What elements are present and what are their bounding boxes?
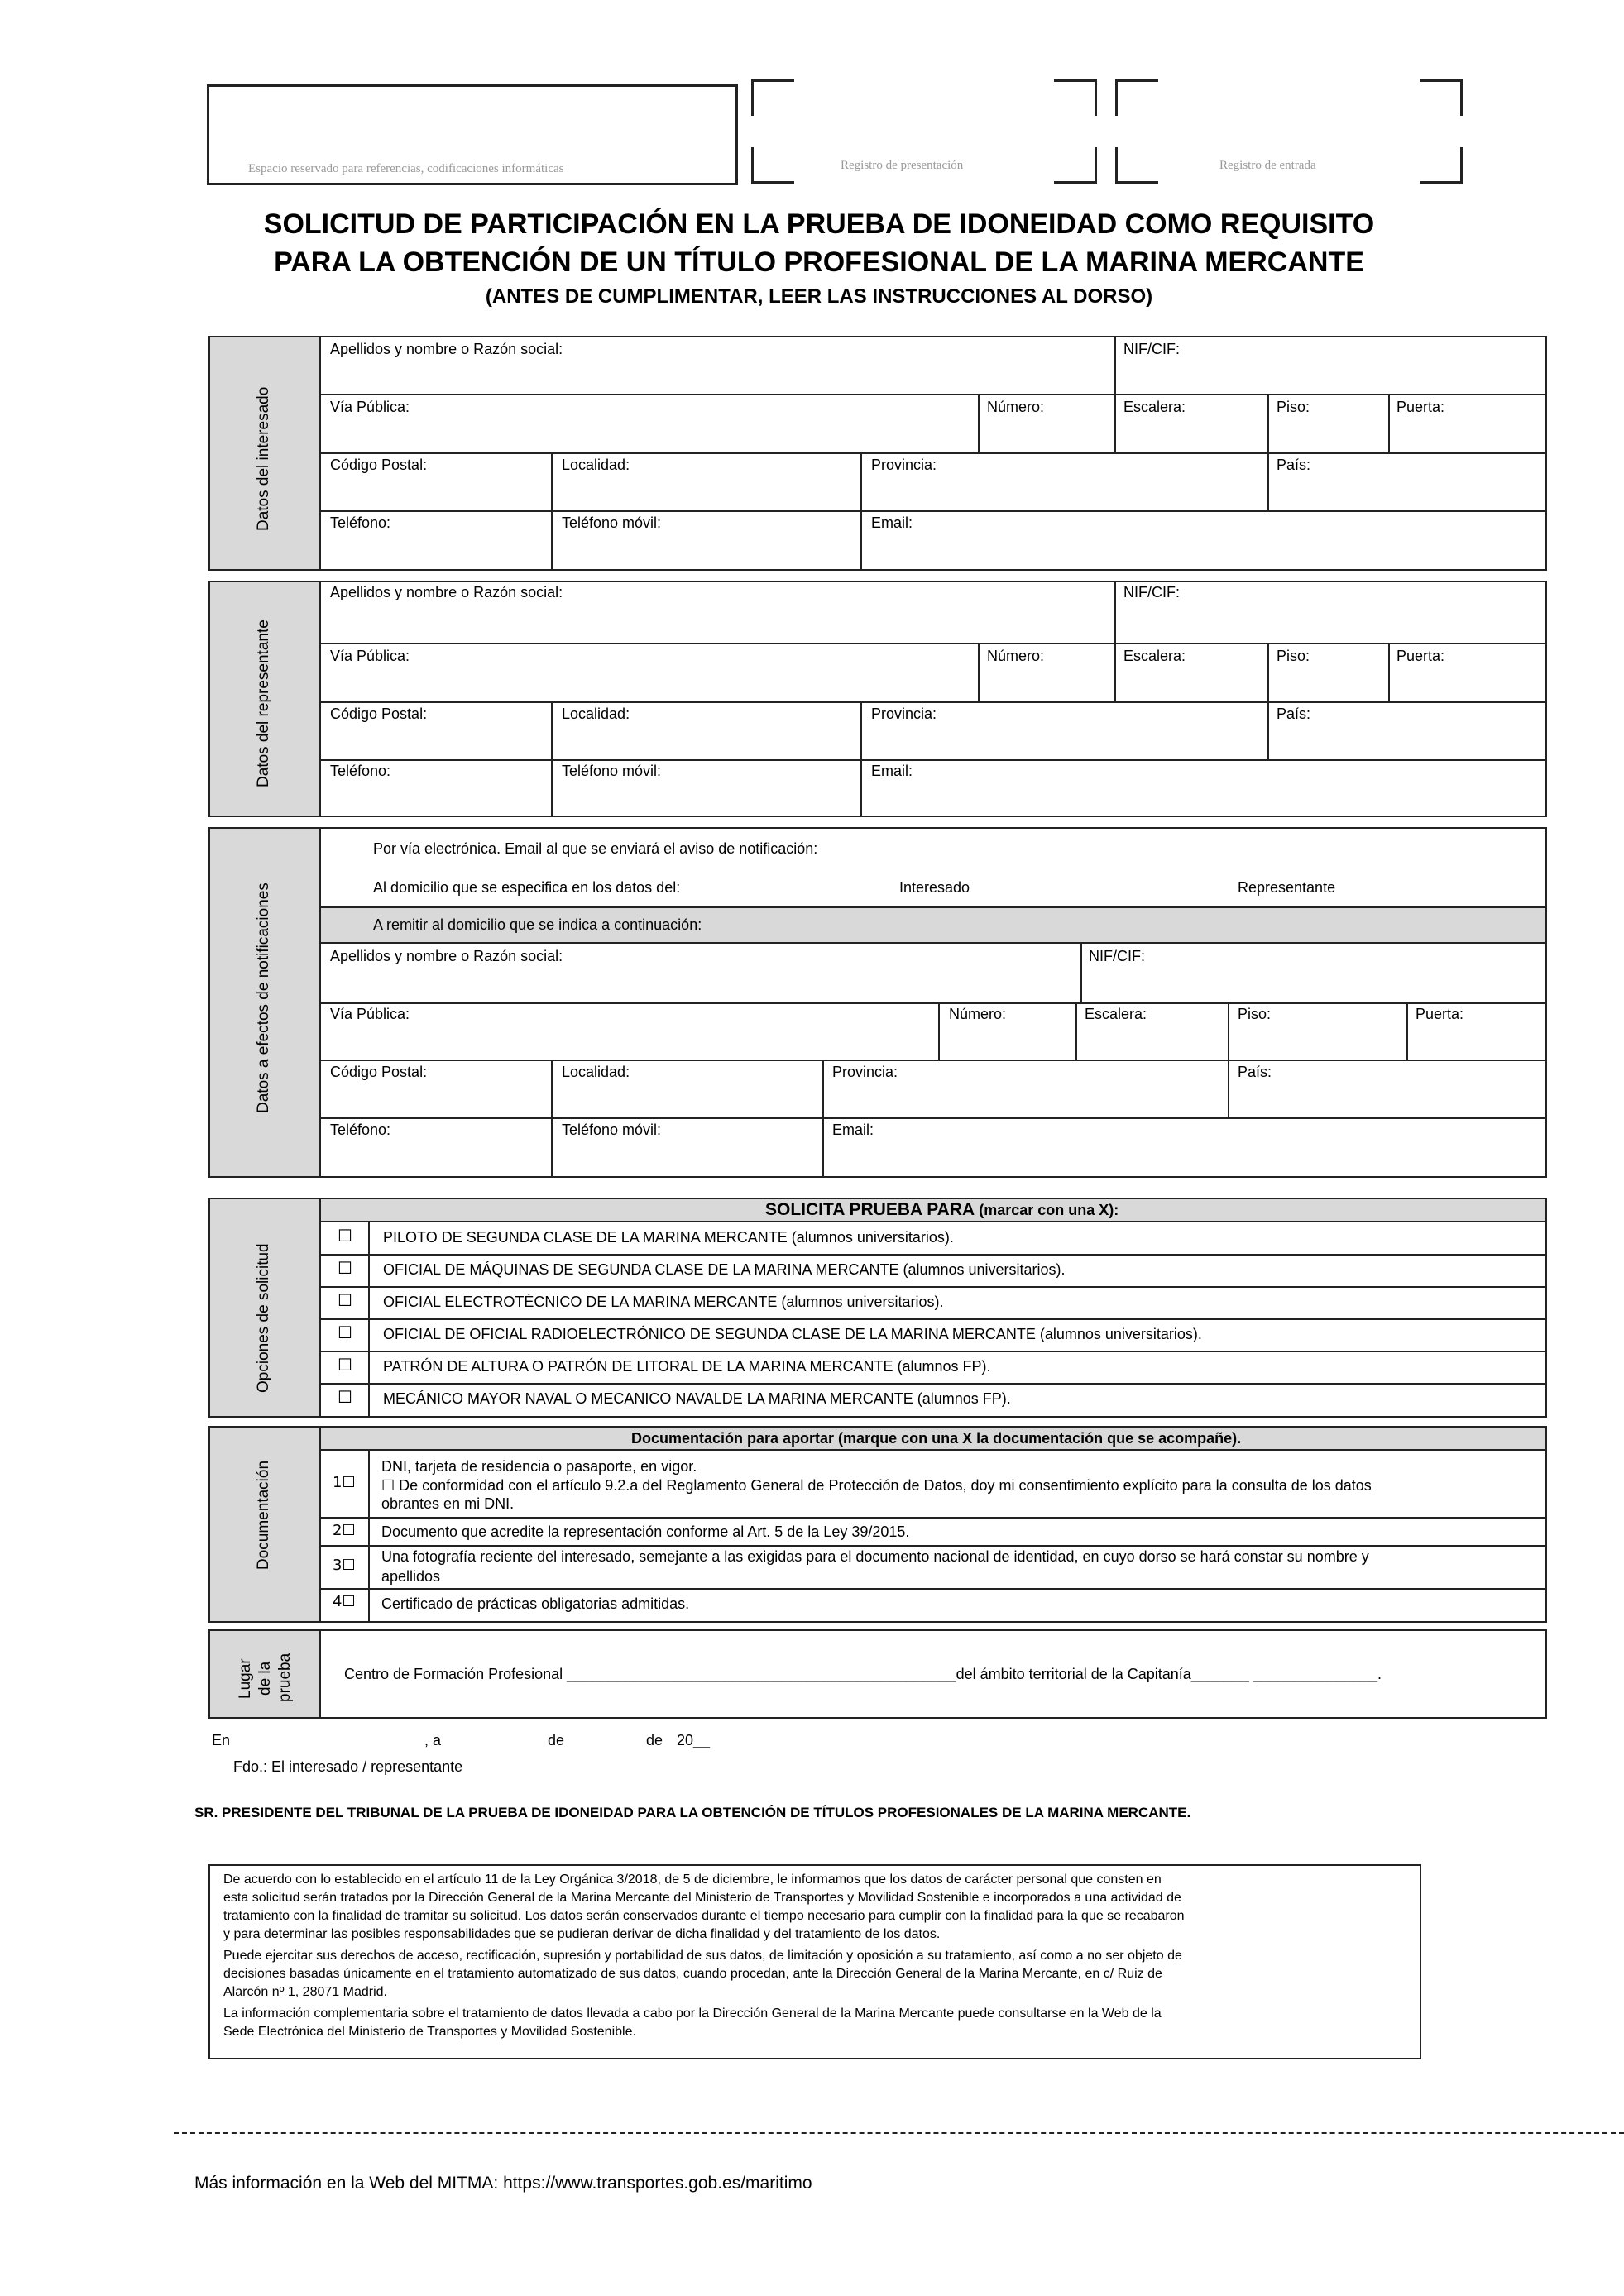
- field-escalera[interactable]: Escalera:: [1123, 648, 1186, 664]
- col-divider: [1114, 394, 1116, 452]
- doc-item-line: ☐ De conformidad con el artículo 9.2.a del Reglamento General de Protección de Datos, doy mi consentimiento explícito para la consulta de los datos: [381, 1477, 1372, 1494]
- field-provincia[interactable]: Provincia:: [871, 706, 937, 722]
- col-divider: [978, 643, 980, 701]
- corner-mark: [1054, 147, 1097, 184]
- col-divider: [938, 1002, 940, 1060]
- sidebar-documentacion-label: Documentación: [255, 1460, 272, 1570]
- documents-header-text: Documentación para aportar (marque con una X la documentación que se acompañe).: [631, 1430, 1242, 1447]
- col-divider: [1114, 581, 1116, 643]
- field-via[interactable]: Vía Pública:: [330, 1006, 410, 1022]
- field-movil[interactable]: Teléfono móvil:: [562, 763, 662, 779]
- corner-mark: [751, 79, 794, 116]
- row-divider: [319, 1588, 1547, 1590]
- row-divider: [319, 1254, 1547, 1256]
- col-divider: [368, 1222, 370, 1418]
- field-localidad[interactable]: Localidad:: [562, 706, 630, 722]
- firma-year[interactable]: 20__: [677, 1732, 711, 1748]
- field-movil[interactable]: Teléfono móvil:: [562, 514, 662, 531]
- field-email[interactable]: Email:: [871, 763, 913, 779]
- privacy-line: Alarcón nº 1, 28071 Madrid.: [223, 1985, 387, 1999]
- firma-a: , a: [424, 1732, 442, 1748]
- corner-mark: [1420, 79, 1463, 116]
- row-divider: [319, 701, 1547, 703]
- option-representante[interactable]: Representante: [1238, 879, 1336, 896]
- field-cp[interactable]: Código Postal:: [330, 1064, 428, 1080]
- option-item: PILOTO DE SEGUNDA CLASE DE LA MARINA MERCANTE (alumnos universitarios).: [383, 1229, 954, 1246]
- row-divider: [319, 1002, 1547, 1004]
- col-divider: [822, 1060, 824, 1178]
- option-remitir[interactable]: A remitir al domicilio que se indica a continuación:: [373, 916, 702, 933]
- field-pais[interactable]: País:: [1277, 457, 1311, 473]
- doc-item-line: Una fotografía reciente del interesado, semejante a las exigidas para el documento nacional de identidad, en cuyo dorso se hará constar su nombre y: [381, 1548, 1369, 1565]
- form-title-line1: SOLICITUD DE PARTICIPACIÓN EN LA PRUEBA DE IDONEIDAD COMO REQUISITO: [263, 208, 1375, 240]
- col-divider: [551, 701, 553, 817]
- row-divider: [319, 1286, 1547, 1288]
- sidebar-representante-label: Datos del representante: [255, 619, 272, 787]
- field-movil[interactable]: Teléfono móvil:: [562, 1122, 662, 1138]
- option-item: OFICIAL DE OFICIAL RADIOELECTRÓNICO DE SEGUNDA CLASE DE LA MARINA MERCANTE (alumnos universitarios).: [383, 1326, 1202, 1342]
- field-localidad[interactable]: Localidad:: [562, 1064, 630, 1080]
- row-divider: [319, 1060, 1547, 1061]
- option-checkbox[interactable]: ☐: [338, 1387, 352, 1407]
- corner-mark: [1115, 79, 1158, 116]
- col-divider: [551, 1060, 553, 1178]
- field-puerta[interactable]: Puerta:: [1396, 648, 1445, 664]
- firma-en: En: [212, 1732, 231, 1748]
- field-escalera[interactable]: Escalera:: [1085, 1006, 1147, 1022]
- form-title-line2: PARA LA OBTENCIÓN DE UN TÍTULO PROFESIONAL DE LA MARINA MERCANTE: [274, 246, 1364, 278]
- privacy-line: Sede Electrónica del Ministerio de Transportes y Movilidad Sostenible.: [223, 2025, 636, 2039]
- row-divider: [319, 452, 1547, 454]
- privacy-line: De acuerdo con lo establecido en el artículo 11 de la Ley Orgánica 3/2018, de 5 de diciembre, le informamos que los datos de carácter personal que consten en: [223, 1873, 1162, 1887]
- row-divider: [319, 510, 1547, 512]
- field-nif[interactable]: NIF/CIF:: [1123, 341, 1180, 357]
- col-divider: [1406, 1002, 1408, 1060]
- privacy-line: y para determinar las posibles responsabilidades que se pudieran derivar de dicha finalidad y del tratamiento de los datos.: [223, 1927, 941, 1941]
- row-divider: [319, 1517, 1547, 1519]
- privacy-line: esta solicitud serán tratados por la Dirección General de la Marina Mercante del Ministerio de Transportes y Movilidad Sostenible e incorporados a una actividad de: [223, 1891, 1181, 1905]
- field-email[interactable]: Email:: [871, 514, 913, 531]
- doc-checkbox[interactable]: 3☐: [333, 1557, 356, 1574]
- option-electronica[interactable]: Por vía electrónica. Email al que se enviará el aviso de notificación:: [373, 840, 818, 857]
- row-divider: [319, 759, 1547, 761]
- field-numero[interactable]: Número:: [987, 648, 1045, 664]
- row-divider: [319, 643, 1547, 644]
- registro-entrada-caption: Registro de entrada: [1219, 159, 1316, 172]
- firma-de2: de: [646, 1732, 663, 1748]
- sidebar-notificaciones-label: Datos a efectos de notificaciones: [255, 883, 272, 1113]
- options-header-title: [765, 1200, 1119, 1220]
- field-pais[interactable]: País:: [1238, 1064, 1272, 1080]
- sidebar-lugar-line2: de la: [256, 1661, 274, 1696]
- sidebar-interesado-label: Datos del interesado: [255, 386, 272, 531]
- privacy-line: Puede ejercitar sus derechos de acceso, rectificación, supresión y portabilidad de sus datos, de limitación y oposición a su tratamiento, así como a no ser objeto de: [223, 1949, 1182, 1963]
- col-divider: [1267, 643, 1269, 759]
- form-subtitle: (ANTES DE CUMPLIMENTAR, LEER LAS INSTRUCCIONES AL DORSO): [485, 285, 1153, 308]
- field-provincia[interactable]: Provincia:: [871, 457, 937, 473]
- doc-checkbox[interactable]: 4☐: [333, 1593, 356, 1610]
- field-via[interactable]: Vía Pública:: [330, 648, 410, 664]
- field-telefono[interactable]: Teléfono:: [330, 1122, 391, 1138]
- col-divider: [1080, 944, 1082, 1002]
- col-divider: [551, 452, 553, 571]
- row-divider: [319, 1383, 1547, 1385]
- field-puerta[interactable]: Puerta:: [1416, 1006, 1464, 1022]
- options-header-note: (marcar con una X):: [979, 1202, 1119, 1218]
- doc-item-line: apellidos: [381, 1568, 441, 1585]
- col-divider: [1388, 394, 1390, 452]
- col-divider: [860, 452, 862, 571]
- col-divider: [1114, 643, 1116, 701]
- sidebar-lugar-line3: prueba: [276, 1653, 294, 1702]
- firma-fdo: Fdo.: El interesado / representante: [233, 1758, 463, 1775]
- cut-line: [174, 2132, 1624, 2134]
- field-numero[interactable]: Número:: [949, 1006, 1007, 1022]
- row-divider: [319, 1117, 1547, 1119]
- option-checkbox[interactable]: ☐: [338, 1226, 352, 1246]
- col-divider: [368, 1451, 370, 1623]
- field-pais[interactable]: País:: [1277, 706, 1311, 722]
- option-checkbox[interactable]: ☐: [338, 1258, 352, 1278]
- footer-info: Más información en la Web del MITMA: https://www.transportes.gob.es/maritimo: [194, 2174, 812, 2193]
- destinatario: SR. PRESIDENTE DEL TRIBUNAL DE LA PRUEBA DE IDONEIDAD PARA LA OBTENCIÓN DE TÍTULOS PROFESIONALES DE LA MARINA MERCANTE.: [194, 1805, 1191, 1820]
- option-item: PATRÓN DE ALTURA O PATRÓN DE LITORAL DE LA MARINA MERCANTE (alumnos FP).: [383, 1358, 991, 1375]
- option-checkbox[interactable]: ☐: [338, 1290, 352, 1310]
- option-interesado[interactable]: Interesado: [899, 879, 970, 896]
- form-table-representante: [319, 581, 1547, 817]
- field-piso[interactable]: Piso:: [1277, 399, 1310, 415]
- doc-item-line: DNI, tarjeta de residencia o pasaporte, en vigor.: [381, 1458, 697, 1475]
- options-header-bold: SOLICITA PRUEBA PARA: [765, 1200, 975, 1219]
- sidebar-opciones-label: Opciones de solicitud: [255, 1243, 272, 1393]
- firma-de1: de: [548, 1732, 565, 1748]
- col-divider: [1228, 1002, 1229, 1117]
- field-via[interactable]: Vía Pública:: [330, 399, 410, 415]
- field-nombre[interactable]: Apellidos y nombre o Razón social:: [330, 341, 563, 357]
- field-email[interactable]: Email:: [832, 1122, 874, 1138]
- option-checkbox[interactable]: ☐: [338, 1323, 352, 1342]
- corner-mark: [1420, 147, 1463, 184]
- doc-item-line: obrantes en mi DNI.: [381, 1495, 515, 1512]
- field-provincia[interactable]: Provincia:: [832, 1064, 898, 1080]
- field-nif[interactable]: NIF/CIF:: [1123, 584, 1180, 600]
- row-divider: [319, 394, 1547, 395]
- privacy-line: decisiones basadas únicamente en el tratamiento automatizado de sus datos, cuando procedan, ante la Dirección General de la Marina Mercante, en c/ Ruiz de: [223, 1967, 1162, 1981]
- row-divider: [319, 1351, 1547, 1352]
- col-divider: [1114, 336, 1116, 394]
- field-telefono[interactable]: Teléfono:: [330, 763, 391, 779]
- corner-mark: [1054, 79, 1097, 116]
- col-divider: [1075, 1002, 1077, 1060]
- field-telefono[interactable]: Teléfono:: [330, 514, 391, 531]
- corner-mark: [751, 147, 794, 184]
- row-divider: [319, 1545, 1547, 1547]
- lugar-text[interactable]: Centro de Formación Profesional _______________________________________________del ámbito territorial de la Capitanía_______ _______________.: [344, 1666, 1382, 1682]
- doc-checkbox[interactable]: 1☐: [333, 1474, 356, 1491]
- field-piso[interactable]: Piso:: [1277, 648, 1310, 664]
- option-item: OFICIAL DE MÁQUINAS DE SEGUNDA CLASE DE LA MARINA MERCANTE (alumnos universitarios).: [383, 1261, 1066, 1278]
- sidebar-lugar-line1: Lugar: [237, 1658, 254, 1699]
- field-localidad[interactable]: Localidad:: [562, 457, 630, 473]
- field-puerta[interactable]: Puerta:: [1396, 399, 1445, 415]
- field-cp[interactable]: Código Postal:: [330, 706, 428, 722]
- field-escalera[interactable]: Escalera:: [1123, 399, 1186, 415]
- doc-item-line: Documento que acredite la representación conforme al Art. 5 de la Ley 39/2015.: [381, 1523, 910, 1540]
- field-cp[interactable]: Código Postal:: [330, 457, 428, 473]
- field-nombre[interactable]: Apellidos y nombre o Razón social:: [330, 948, 563, 964]
- reserved-references-caption: Espacio reservado para referencias, codificaciones informáticas: [248, 162, 564, 175]
- field-numero[interactable]: Número:: [987, 399, 1045, 415]
- col-divider: [1388, 643, 1390, 701]
- doc-checkbox[interactable]: 2☐: [333, 1522, 356, 1539]
- option-checkbox[interactable]: ☐: [338, 1355, 352, 1375]
- option-domicilio[interactable]: Al domicilio que se especifica en los datos del:: [373, 879, 681, 896]
- privacy-line: tratamiento con la finalidad de tramitar su solicitud. Los datos serán conservados durante el tiempo necesario para cumplir con la finalidad para la que se recabaron: [223, 1909, 1185, 1923]
- option-item: MECÁNICO MAYOR NAVAL O MECANICO NAVALDE LA MARINA MERCANTE (alumnos FP).: [383, 1390, 1011, 1407]
- doc-item-line: Certificado de prácticas obligatorias admitidas.: [381, 1595, 690, 1612]
- corner-mark: [1115, 147, 1158, 184]
- row-divider: [319, 1318, 1547, 1320]
- field-nif[interactable]: NIF/CIF:: [1089, 948, 1145, 964]
- option-item: OFICIAL ELECTROTÉCNICO DE LA MARINA MERCANTE (alumnos universitarios).: [383, 1294, 944, 1310]
- col-divider: [978, 394, 980, 452]
- col-divider: [1267, 394, 1269, 510]
- field-piso[interactable]: Piso:: [1238, 1006, 1272, 1022]
- privacy-line: La información complementaria sobre el tratamiento de datos llevada a cabo por la Dirección General de la Marina Mercante puede consultarse en la Web de la: [223, 2007, 1162, 2021]
- col-divider: [860, 701, 862, 817]
- registro-presentacion-caption: Registro de presentación: [841, 159, 964, 172]
- field-nombre[interactable]: Apellidos y nombre o Razón social:: [330, 584, 563, 600]
